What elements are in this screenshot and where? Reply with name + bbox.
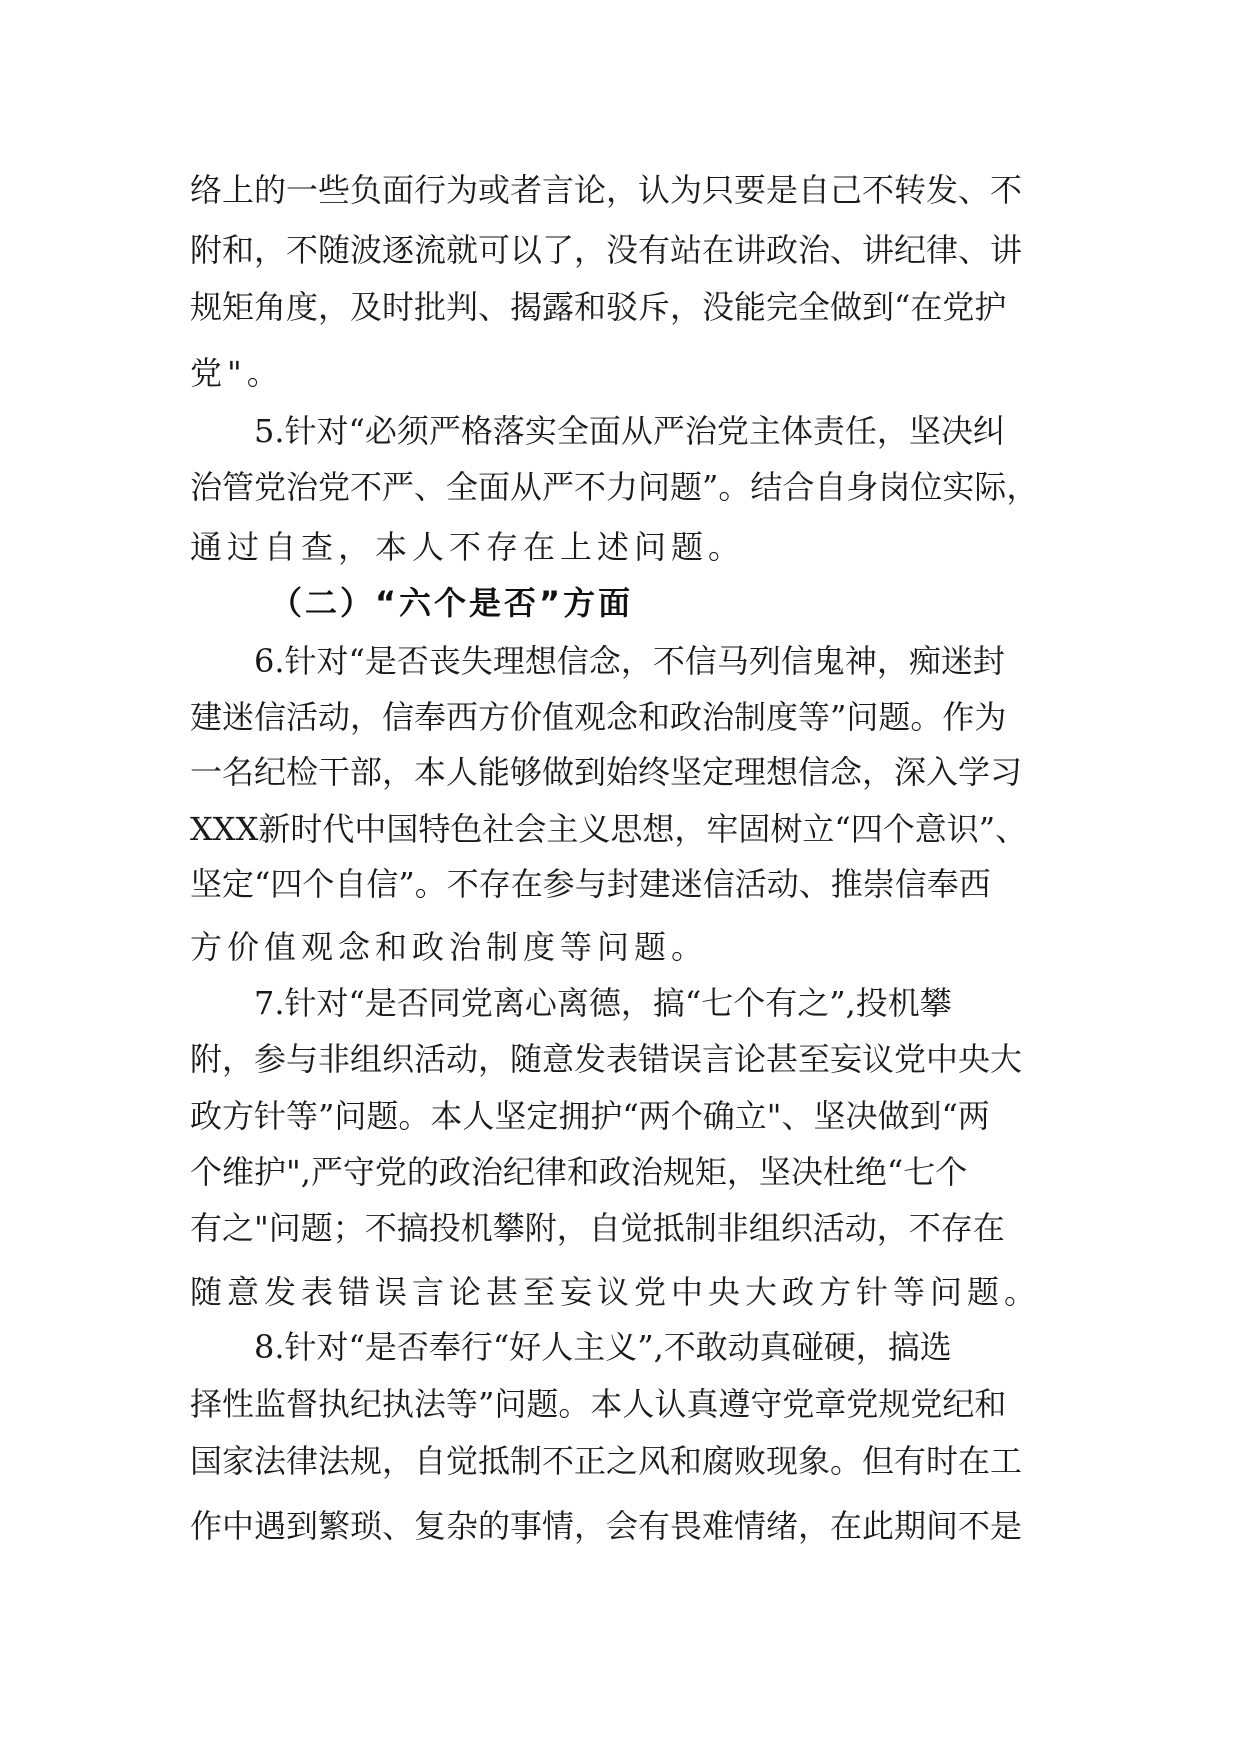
text-line-15: 附，参与非组织活动，随意发表错误言论甚至妄议党中央大 (190, 1040, 1023, 1078)
text-line-11: XXX新时代中国特色社会主义思想，牢固树立“四个意识”、 (190, 810, 1028, 848)
section-heading: （二）“六个是否”方面 (270, 584, 634, 622)
text-line-9: 建迷信活动，信奉西方价值观念和政治制度等”问题。作为 (190, 698, 1007, 736)
text-line-12: 坚定“四个自信”。不存在参与封建迷信活动、推崇信奉西 (190, 865, 991, 903)
text-line-20: 8.针对“是否奉行“好人主义”,不敢动真碰硬，搞选 (254, 1328, 952, 1366)
text-line-8: 6.针对“是否丧失理想信念，不信马列信鬼神，痴迷封 (254, 642, 1005, 680)
text-line-10: 一名纪检干部，本人能够做到始终坚定理想信念，深入学习 (190, 753, 1023, 791)
text-line-18: 有之"问题；不搞投机攀附，自觉抵制非组织活动，不存在 (190, 1209, 1005, 1247)
text-line-22: 国家法律法规，自觉抵制不正之风和腐败现象。但有时在工 (190, 1442, 1023, 1480)
text-line-13: 方价值观念和政治制度等问题。 (190, 928, 709, 966)
text-line-14: 7.针对“是否同党离心离德，搞“七个有之”,投机攀 (254, 984, 952, 1022)
text-line-16: 政方针等”问题。本人坚定拥护“两个确立"、坚决做到“两 (190, 1097, 990, 1135)
text-line-6: 治管党治党不严、全面从严不力问题”。结合自身岗位实际， (190, 468, 1039, 506)
text-line-2: 附和，不随波逐流就可以了，没有站在讲政治、讲纪律、讲 (190, 231, 1023, 269)
text-line-4: 党"。 (190, 354, 284, 392)
text-line-21: 择性监督执纪执法等”问题。本人认真遵守党章党规党纪和 (190, 1385, 1007, 1423)
text-line-5: 5.针对“必须严格落实全面从严治党主体责任，坚决纠 (254, 412, 1005, 450)
text-line-17: 个维护",严守党的政治纪律和政治规矩，坚决杜绝“七个 (190, 1153, 968, 1191)
text-line-3: 规矩角度，及时批判、揭露和驳斥，没能完全做到“在党护 (190, 288, 1007, 326)
text-line-19: 随意发表错误言论甚至妄议党中央大政方针等问题。 (190, 1273, 1042, 1311)
text-line-7: 通过自查，本人不存在上述问题。 (190, 528, 746, 566)
text-line-23: 作中遇到繁琐、复杂的事情，会有畏难情绪，在此期间不是 (190, 1507, 1023, 1545)
text-line-1: 络上的一些负面行为或者言论，认为只要是自己不转发、不 (190, 171, 1023, 209)
